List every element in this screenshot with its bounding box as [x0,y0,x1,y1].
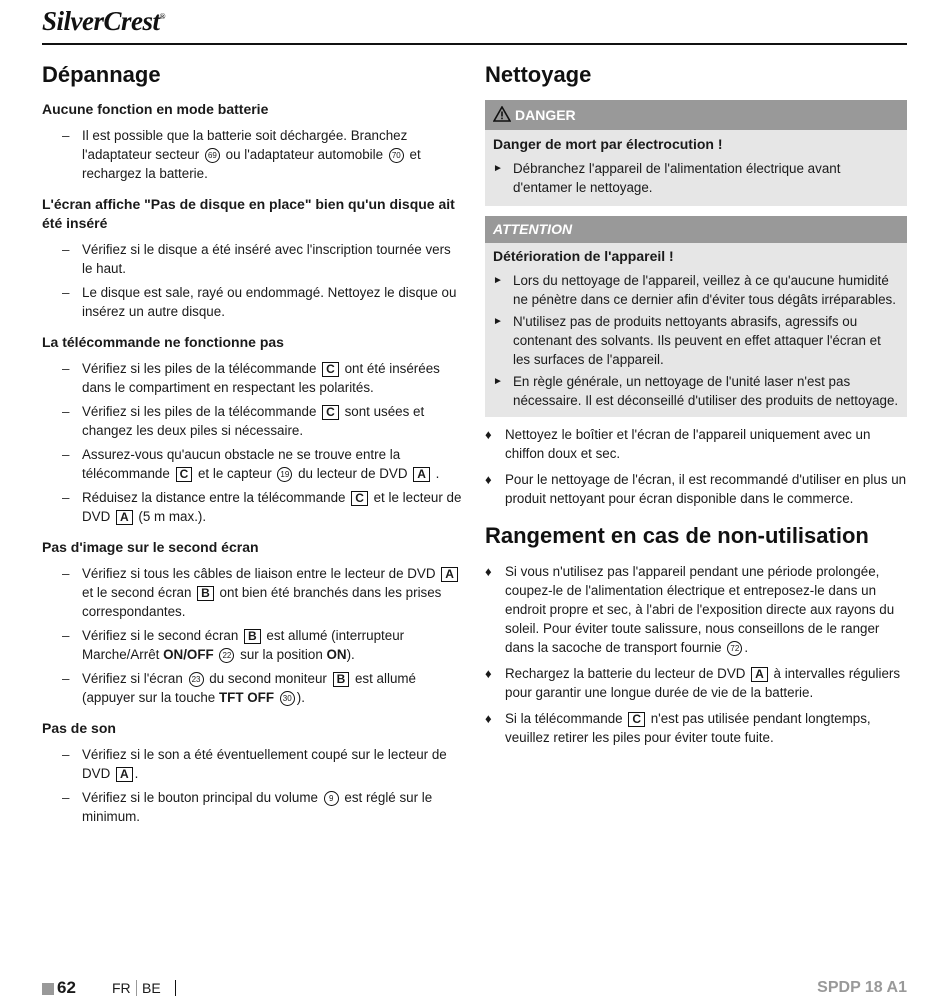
boxed-letter: C [176,467,193,482]
circled-number: 70 [389,148,404,163]
list-item: – Réduisez la distance entre la télécommande C et le lecteur de DVD A (5 m max.). [42,488,462,526]
list-item: – Vérifiez si tous les câbles de liaison entre le lecteur de DVD A et le second écran B ont bien été branchés dans les prises correspondantes. [42,564,462,621]
dash-list [42,359,462,526]
page-footer [42,975,907,1001]
circled-number: 30 [280,691,295,706]
circled-number: 23 [189,672,204,687]
circled-number: 19 [277,467,292,482]
left-column [42,62,462,831]
attention-title: Détérioration de l'appareil ! [493,248,674,265]
page-number: 62 [57,978,76,997]
bold-term: TFT OFF [218,690,275,706]
boxed-letter: B [244,629,261,644]
list-item: – Vérifiez si l'écran 23 du second moniteur B est allumé (appuyer sur la touche TFT OFF 30 ). [42,669,462,707]
circled-number: 9 [324,791,339,806]
circled-number: 72 [727,641,742,656]
model-number: SPDP 18 A1 [817,979,907,996]
dash-list [42,240,462,321]
footer-square-icon [42,983,54,995]
circled-number: 69 [205,148,220,163]
list-item: – Vérifiez si les piles de la télécommande C sont usées et changez les deux piles si nécessaire. [42,402,462,440]
list-item: ♦ Rechargez la batterie du lecteur de DVD A à intervalles réguliers pour garantir une longue durée de vie de la batterie. [485,664,907,702]
dash-list [42,564,462,707]
list-item: ♦ Nettoyez le boîtier et l'écran de l'appareil uniquement avec un chiffon doux et sec. [485,425,907,463]
boxed-letter: A [116,767,133,782]
troubleshooting-section [42,719,462,826]
attention-list [493,271,899,410]
danger-title: Danger de mort par électrocution ! [493,136,723,153]
circled-number: 22 [219,648,234,663]
list-item: – Il est possible que la batterie soit déchargée. Branchez l'adaptateur secteur 69 ou l'adaptateur automobile 70 et rechargez la batterie. [42,126,462,183]
section-heading: Aucune fonction en mode batterie [42,101,269,118]
section-heading: Pas de son [42,720,116,737]
boxed-letter: C [351,491,368,506]
list-item: – Assurez-vous qu'aucun obstacle ne se trouve entre la télécommande C et le capteur 19 du lecteur de DVD A . [42,445,462,483]
storage-title: Rangement en cas de non-utilisation [485,523,869,549]
troubleshooting-sections [42,100,462,826]
bold-term: ON [326,647,347,663]
list-item: – Vérifiez si le bouton principal du volume 9 est réglé sur le minimum. [42,788,462,826]
list-item: ► En règle générale, un nettoyage de l'unité laser n'est pas nécessaire. Il est déconseillé d'utiliser des produits de nettoyage. [493,372,899,410]
troubleshooting-section [42,333,462,526]
boxed-letter: A [116,510,133,525]
bold-term: ON/OFF [163,647,214,663]
footer-divider [175,980,176,996]
dash-list [42,745,462,826]
troubleshooting-title: Dépannage [42,62,161,87]
list-item: – Vérifiez si le second écran B est allumé (interrupteur Marche/Arrêt ON/OFF 22 sur la position ON). [42,626,462,664]
attention-banner [485,216,907,243]
storage-list [485,562,907,747]
section-heading: L'écran affiche "Pas de disque en place" bien qu'un disque ait été inséré [42,196,455,232]
boxed-letter: C [322,405,339,420]
footer-divider [136,980,137,996]
attention-label: ATTENTION [493,221,573,238]
list-item: ► Lors du nettoyage de l'appareil, veillez à ce qu'aucune humidité ne pénètre dans ce dernier afin d'éviter tous dégâts irréparables. [493,271,899,309]
footer-lang-be: BE [142,980,161,996]
danger-label: DANGER [515,107,576,124]
danger-panel [485,130,907,206]
header-rule [42,43,907,45]
list-item: ♦ Si vous n'utilisez pas l'appareil pendant une période prolongée, coupez-le de l'alimentation électrique et entreposez-le dans un endroit propre et sec, à l'abri de l'exposition directe aux rayons du soleil. Pour éviter toute salissure, nous conseillons de le ranger dans la sacoche de transport fournie 72 . [485,562,907,657]
section-heading: La télécommande ne fonctionne pas [42,334,284,351]
warning-triangle-icon [493,106,511,122]
troubleshooting-section [42,538,462,707]
troubleshooting-section [42,195,462,321]
list-item: ♦ Si la télécommande C n'est pas utilisée pendant longtemps, veuillez retirer les piles pour éviter toute fuite. [485,709,907,747]
brand-logo: SilverCrest® [42,6,165,36]
list-item: ► N'utilisez pas de produits nettoyants abrasifs, agressifs ou contenant des solvants. Ils peuvent en effet attaquer l'écran et les surfaces de l'appareil. [493,312,899,369]
danger-banner [485,100,907,130]
boxed-letter: A [751,667,768,682]
troubleshooting-section [42,100,462,183]
list-item: ♦ Pour le nettoyage de l'écran, il est recommandé d'utiliser en plus un produit nettoyant pour écran disponible dans le commerce. [485,470,907,508]
footer-lang-fr: FR [112,980,131,996]
cleaning-title: Nettoyage [485,62,592,87]
boxed-letter: B [197,586,214,601]
section-heading: Pas d'image sur le second écran [42,539,259,556]
list-item: – Vérifiez si le disque a été inséré avec l'inscription tournée vers le haut. [42,240,462,278]
list-item: ► Débranchez l'appareil de l'alimentation électrique avant d'entamer le nettoyage. [493,159,899,197]
boxed-letter: A [441,567,458,582]
list-item: – Vérifiez si les piles de la télécommande C ont été insérées dans le compartiment en respectant les polarités. [42,359,462,397]
boxed-letter: A [413,467,430,482]
boxed-letter: C [628,712,645,727]
cleaning-list [485,425,907,508]
dash-list [42,126,462,183]
list-item: – Vérifiez si le son a été éventuellement coupé sur le lecteur de DVD A . [42,745,462,783]
boxed-letter: C [322,362,339,377]
list-item: – Le disque est sale, rayé ou endommagé. Nettoyez le disque ou insérez un autre disque. [42,283,462,321]
right-column [485,62,907,754]
danger-list [493,159,899,197]
attention-panel [485,243,907,417]
boxed-letter: B [333,672,350,687]
